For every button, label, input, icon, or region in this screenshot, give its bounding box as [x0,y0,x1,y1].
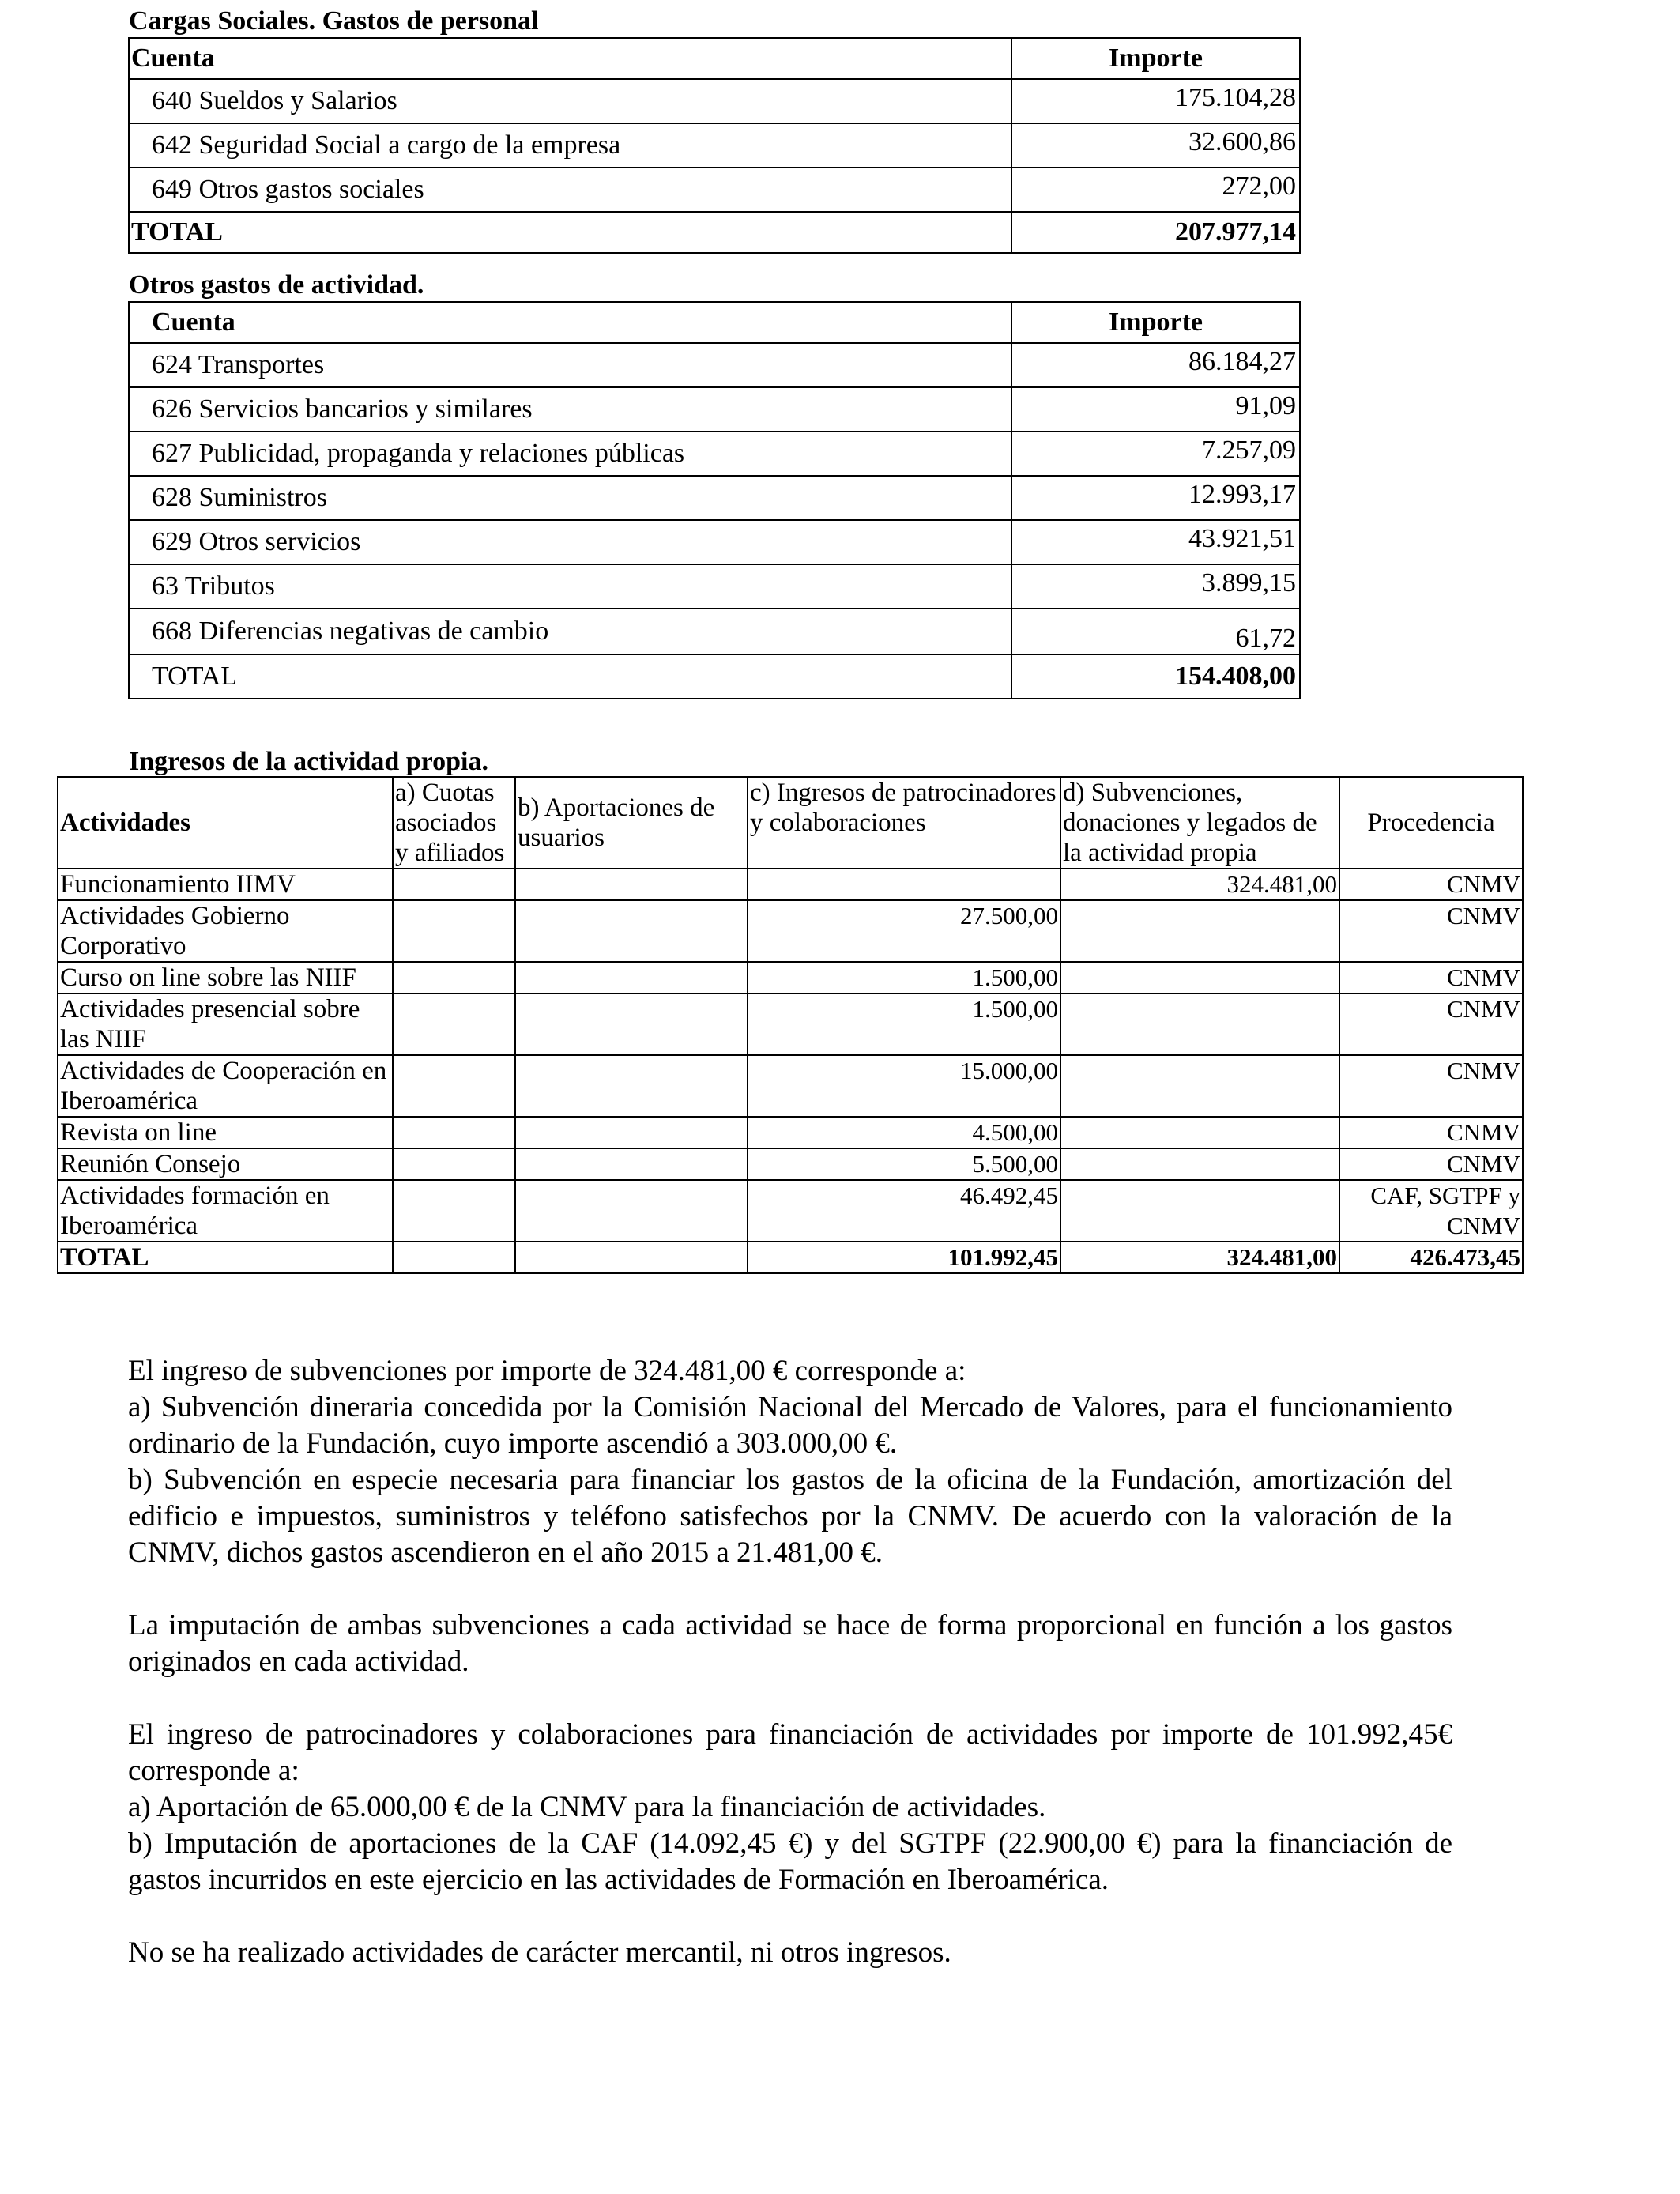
col-header-cuenta: Cuenta [129,38,1011,79]
cuenta-cell: 629 Otros servicios [129,520,1011,564]
aportaciones-cell [515,1117,748,1148]
procedencia-cell: CAF, SGTPF y CNMV [1339,1180,1523,1242]
table-row [129,343,1300,387]
total-patrocinadores: 101.992,45 [748,1242,1060,1273]
table-header-row [129,38,1300,79]
importe-cell: 12.993,17 [1011,476,1300,520]
aportaciones-cell [515,900,748,962]
col-header-procedencia: Procedencia [1339,777,1523,869]
paragraph: b) Imputación de aportaciones de la CAF (14.092,45 €) y del SGTPF (22.900,00 €) para la financiación de gastos incurridos en este ejercicio en las actividades de Formación en Iberoamérica. [128,1827,1452,1896]
importe-cell: 91,09 [1011,387,1300,432]
col-header-subvenciones: d) Subvenciones, donaciones y legados de la actividad propia [1060,777,1339,869]
importe-cell: 175.104,28 [1011,79,1300,123]
patrocinadores-cell: 5.500,00 [748,1148,1060,1180]
paragraph: a) Subvención dineraria concedida por la Comisión Nacional del Mercado de Valores, para el funcionamiento ordinario de la Fundación, cuyo importe ascendió a 303.000,00 €. [128,1391,1452,1460]
patrocinadores-cell: 4.500,00 [748,1117,1060,1148]
cuenta-cell: 627 Publicidad, propaganda y relaciones públicas [129,432,1011,476]
cuenta-cell: 640 Sueldos y Salarios [129,79,1011,123]
importe-cell: 86.184,27 [1011,343,1300,387]
actividad-cell: Reunión Consejo [58,1148,393,1180]
patrocinadores-cell: 1.500,00 [748,962,1060,993]
actividad-cell: Actividades de Cooperación en Iberoamérica [58,1055,393,1117]
patrocinadores-cell: 27.500,00 [748,900,1060,962]
actividad-cell: Actividades presencial sobre las NIIF [58,993,393,1055]
subvenciones-cell [1060,993,1339,1055]
table-row [58,900,1523,962]
aportaciones-cell [515,1148,748,1180]
aportaciones-cell [515,993,748,1055]
actividad-cell: Funcionamiento IIMV [58,869,393,900]
patrocinadores-cell: 46.492,45 [748,1180,1060,1242]
procedencia-cell: CNMV [1339,1055,1523,1117]
table-row [58,962,1523,993]
cuotas-cell [393,962,515,993]
subvenciones-cell [1060,1055,1339,1117]
total-value: 154.408,00 [1011,654,1300,699]
procedencia-cell: CNMV [1339,1117,1523,1148]
cuenta-cell: 624 Transportes [129,343,1011,387]
cargas-table [128,37,1301,254]
cuenta-cell: 628 Suministros [129,476,1011,520]
actividad-cell: Actividades formación en Iberoamérica [58,1180,393,1242]
table-row [58,1055,1523,1117]
subvenciones-cell [1060,962,1339,993]
total-value: 207.977,14 [1011,212,1300,253]
cuotas-cell [393,900,515,962]
cuotas-cell [393,1148,515,1180]
table-row [129,609,1300,654]
procedencia-cell: CNMV [1339,993,1523,1055]
total-row [129,654,1300,699]
aportaciones-cell [515,869,748,900]
procedencia-cell: CNMV [1339,869,1523,900]
col-header-importe: Importe [1011,38,1300,79]
importe-cell: 272,00 [1011,168,1300,212]
importe-cell: 7.257,09 [1011,432,1300,476]
total-aportaciones [515,1242,748,1273]
cuotas-cell [393,1180,515,1242]
col-header-importe: Importe [1011,302,1300,343]
subvenciones-cell [1060,1148,1339,1180]
aportaciones-cell [515,1055,748,1117]
cuotas-cell [393,869,515,900]
paragraph: b) Subvención en especie necesaria para financiar los gastos de la oficina de la Fundación, amortización del edificio e impuestos, suministros y teléfono satisfechos por la CNMV. De acuerdo con la valoración de la CNMV, dichos gastos ascendieron en el año 2015 a 21.481,00 €. [128,1464,1452,1569]
cuenta-cell: 649 Otros gastos sociales [129,168,1011,212]
cargas-title: Cargas Sociales. Gastos de personal [129,6,539,36]
col-header-actividades: Actividades [58,777,393,869]
paragraph: El ingreso de patrocinadores y colaboraciones para financiación de actividades por importe de 101.992,45€ corresponde a: [128,1718,1452,1787]
paragraph: No se ha realizado actividades de carácter mercantil, ni otros ingresos. [128,1936,951,1969]
total-subvenciones: 324.481,00 [1060,1242,1339,1273]
total-cuotas [393,1242,515,1273]
table-row [58,1180,1523,1242]
paragraph: a) Aportación de 65.000,00 € de la CNMV para la financiación de actividades. [128,1791,1046,1823]
aportaciones-cell [515,962,748,993]
cuenta-cell: 63 Tributos [129,564,1011,609]
ingresos-title: Ingresos de la actividad propia. [129,747,488,776]
ingresos-table [57,776,1524,1274]
procedencia-cell: CNMV [1339,900,1523,962]
procedencia-cell: CNMV [1339,1148,1523,1180]
col-header-aportaciones: b) Aportaciones de usuarios [515,777,748,869]
aportaciones-cell [515,1180,748,1242]
cuenta-cell: 626 Servicios bancarios y similares [129,387,1011,432]
subvenciones-cell [1060,900,1339,962]
col-header-cuenta: Cuenta [129,302,1011,343]
patrocinadores-cell: 1.500,00 [748,993,1060,1055]
cuenta-cell: 668 Diferencias negativas de cambio [129,609,1011,654]
otros-title: Otros gastos de actividad. [129,270,424,300]
table-row [129,520,1300,564]
importe-cell: 3.899,15 [1011,564,1300,609]
importe-cell: 43.921,51 [1011,520,1300,564]
subvenciones-cell: 324.481,00 [1060,869,1339,900]
patrocinadores-cell: 15.000,00 [748,1055,1060,1117]
notes-text [128,1353,1452,1971]
table-row [129,432,1300,476]
col-header-patrocinadores: c) Ingresos de patrocinadores y colaboraciones [748,777,1060,869]
table-row [129,564,1300,609]
total-procedencia: 426.473,45 [1339,1242,1523,1273]
actividad-cell: Curso on line sobre las NIIF [58,962,393,993]
total-row [129,212,1300,253]
table-row [129,387,1300,432]
table-row [58,1148,1523,1180]
subvenciones-cell [1060,1117,1339,1148]
table-row [58,869,1523,900]
total-label: TOTAL [58,1242,393,1273]
table-row [129,476,1300,520]
paragraph: La imputación de ambas subvenciones a cada actividad se hace de forma proporcional en función a los gastos originados en cada actividad. [128,1609,1452,1678]
actividad-cell: Actividades Gobierno Corporativo [58,900,393,962]
table-row [129,79,1300,123]
otros-table [128,301,1301,699]
table-header-row [129,302,1300,343]
total-label: TOTAL [129,654,1011,699]
cuenta-cell: 642 Seguridad Social a cargo de la empresa [129,123,1011,168]
col-header-cuotas: a) Cuotas asociados y afiliados [393,777,515,869]
total-row [58,1242,1523,1273]
patrocinadores-cell [748,869,1060,900]
paragraph: El ingreso de subvenciones por importe de 324.481,00 € corresponde a: [128,1355,966,1387]
table-header-row [58,777,1523,869]
cuotas-cell [393,1055,515,1117]
importe-cell: 61,72 [1011,609,1300,654]
table-row [58,1117,1523,1148]
importe-cell: 32.600,86 [1011,123,1300,168]
table-row [58,993,1523,1055]
table-row [129,168,1300,212]
procedencia-cell: CNMV [1339,962,1523,993]
cuotas-cell [393,993,515,1055]
actividad-cell: Revista on line [58,1117,393,1148]
total-label: TOTAL [129,212,1011,253]
cuotas-cell [393,1117,515,1148]
table-row [129,123,1300,168]
subvenciones-cell [1060,1180,1339,1242]
